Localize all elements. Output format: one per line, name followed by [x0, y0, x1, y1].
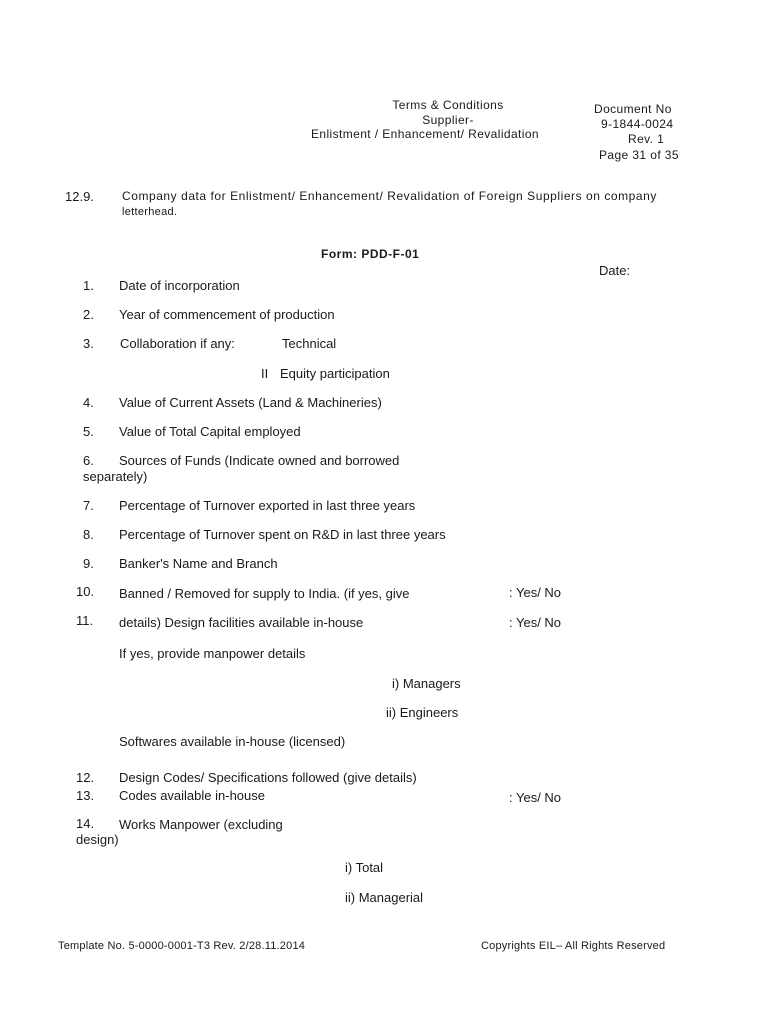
yes-no-answer: : Yes/ No — [509, 615, 562, 630]
item-label: details) Design facilities available in-house — [119, 615, 364, 630]
item-label: Banned / Removed for supply to India. (if yes, give — [119, 586, 410, 601]
item-number: 11. — [76, 613, 94, 628]
item-label: Percentage of Turnover exported in last three years — [119, 498, 416, 513]
item-label-continuation: separately) — [83, 469, 148, 484]
document-number-label: Document No — [594, 102, 672, 116]
item-label: Value of Current Assets (Land & Machineries) — [119, 395, 382, 410]
header-title-line1: Terms & Conditions — [392, 98, 504, 112]
header-title-line3: Enlistment / Enhancement/ Revalidation — [311, 127, 539, 141]
date-label: Date: — [599, 263, 631, 278]
item-number: 14. — [76, 816, 95, 831]
item-number: 4. — [83, 395, 94, 410]
yes-no-answer: : Yes/ No — [509, 585, 562, 600]
item-number: 8. — [83, 527, 94, 542]
header-title-line2: Supplier- — [422, 113, 474, 127]
item-number: 13. — [76, 788, 95, 803]
item-label: Design Codes/ Specifications followed (give details) — [119, 770, 417, 785]
yes-no-answer: : Yes/ No — [509, 790, 562, 805]
collaboration-technical: Technical — [282, 336, 337, 351]
manpower-details-prompt: If yes, provide manpower details — [119, 646, 306, 661]
item-number: 5. — [83, 424, 94, 439]
item-number: 2. — [83, 307, 94, 322]
document-number: 9-1844-0024 — [601, 117, 674, 131]
total-label: i) Total — [345, 860, 384, 875]
item-number: 1. — [83, 278, 94, 293]
item-number: 6. — [83, 453, 94, 468]
item-number: 3. — [83, 336, 94, 351]
revision: Rev. 1 — [628, 132, 665, 146]
item-label-continuation: design) — [76, 832, 119, 847]
item-number: 7. — [83, 498, 94, 513]
engineers-label: ii) Engineers — [386, 705, 459, 720]
item-number: 10. — [76, 584, 95, 599]
managers-label: i) Managers — [392, 676, 461, 691]
form-title: Form: PDD-F-01 — [321, 247, 420, 261]
item-label: Date of incorporation — [119, 278, 240, 293]
item-label: Value of Total Capital employed — [119, 424, 301, 439]
collaboration-equity: Equity participation — [280, 366, 390, 381]
managerial-label: ii) Managerial — [345, 890, 424, 905]
item-label: Sources of Funds (Indicate owned and borrowed — [119, 453, 400, 468]
item-number: 9. — [83, 556, 94, 571]
footer-copyright: Copyrights EIL– All Rights Reserved — [481, 940, 666, 952]
section-text-line1: Company data for Enlistment/ Enhancement/ Revalidation of Foreign Suppliers on company — [122, 189, 657, 203]
item-label: Works Manpower (excluding — [119, 817, 283, 832]
collaboration-marker: II — [261, 366, 269, 381]
page-number: Page 31 of 35 — [599, 148, 679, 162]
footer-template-number: Template No. 5-0000-0001-T3 Rev. 2/28.11.2014 — [58, 940, 306, 952]
item-label: Year of commencement of production — [119, 307, 335, 322]
section-number: 12.9. — [65, 189, 94, 204]
item-number: 12. — [76, 770, 95, 785]
item-label: Banker's Name and Branch — [119, 556, 278, 571]
item-label: Codes available in-house — [119, 788, 265, 803]
software-label: Softwares available in-house (licensed) — [119, 734, 346, 749]
item-label: Collaboration if any: — [120, 336, 235, 351]
section-text-line2: letterhead. — [122, 206, 178, 218]
item-label: Percentage of Turnover spent on R&D in last three years — [119, 527, 446, 542]
